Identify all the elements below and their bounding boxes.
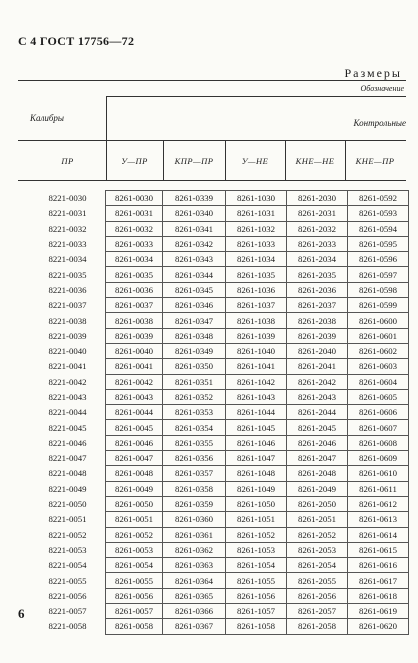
table-row xyxy=(30,221,409,236)
table-cell: 8261-0341 xyxy=(163,221,226,236)
table-cell: 8261-0600 xyxy=(348,313,409,328)
table-cell: 8261-1052 xyxy=(226,527,287,542)
data-table xyxy=(30,190,409,635)
table-cell: 8261-0592 xyxy=(348,191,409,206)
table-cell: 8261-1031 xyxy=(226,206,287,221)
table-cell: 8261-2048 xyxy=(287,466,348,481)
table-cell: 8261-0358 xyxy=(163,481,226,496)
table-cell: 8221-0032 xyxy=(48,223,87,234)
table-cell: 8261-2050 xyxy=(287,496,348,511)
table-cell: 8261-0603 xyxy=(348,359,409,374)
table-cell: 8261-0359 xyxy=(163,496,226,511)
table-cell: 8261-2044 xyxy=(287,405,348,420)
table-cell: 8261-2033 xyxy=(287,236,348,251)
table-cell: 8261-1030 xyxy=(226,191,287,206)
table-cell: 8261-2046 xyxy=(287,435,348,450)
table-cell: 8261-0593 xyxy=(348,206,409,221)
table-row xyxy=(30,619,409,634)
table-cell: 8221-0031 xyxy=(48,208,87,219)
designation-rule xyxy=(106,96,406,97)
table-cell: 8261-2045 xyxy=(287,420,348,435)
table-cell: 8261-0612 xyxy=(348,496,409,511)
table-cell: 8261-2034 xyxy=(287,252,348,267)
table-row xyxy=(30,236,409,251)
table-cell: 8261-0036 xyxy=(106,282,163,297)
table-cell: 8221-0033 xyxy=(48,239,87,250)
top-rule xyxy=(18,80,406,81)
table-cell: 8221-0036 xyxy=(48,284,87,295)
table-cell: 8261-2037 xyxy=(287,298,348,313)
table-cell: 8261-0053 xyxy=(106,542,163,557)
table-row xyxy=(30,604,409,619)
table-cell: 8221-0054 xyxy=(48,560,87,571)
table-cell: 8261-2038 xyxy=(287,313,348,328)
table-cell: 8261-1033 xyxy=(226,236,287,251)
table-cell: 8261-2036 xyxy=(287,282,348,297)
table-cell: 8261-1056 xyxy=(226,588,287,603)
column-header-u-ne: У—НЕ xyxy=(241,156,269,166)
table-cell: 8261-1047 xyxy=(226,451,287,466)
table-cell: 8261-0594 xyxy=(348,221,409,236)
table-cell: 8261-0046 xyxy=(106,435,163,450)
table-cell: 8261-1034 xyxy=(226,252,287,267)
header-divider-1 xyxy=(106,96,107,180)
table-cell: 8221-0035 xyxy=(48,269,87,280)
table-cell: 8261-0363 xyxy=(163,558,226,573)
table-cell: 8261-0599 xyxy=(348,298,409,313)
table-cell: 8261-0364 xyxy=(163,573,226,588)
table-cell: 8261-0051 xyxy=(106,512,163,527)
table-cell: 8261-1051 xyxy=(226,512,287,527)
table-row xyxy=(30,313,409,328)
table-cell: 8261-0349 xyxy=(163,343,226,358)
table-cell: 8261-0614 xyxy=(348,527,409,542)
table-cell: 8261-0031 xyxy=(106,206,163,221)
calibers-label: Калибры xyxy=(30,113,65,123)
table-row xyxy=(30,328,409,343)
table-cell: 8261-0605 xyxy=(348,389,409,404)
table-cell: 8261-0044 xyxy=(106,405,163,420)
table-cell: 8261-1046 xyxy=(226,435,287,450)
table-cell: 8261-0030 xyxy=(106,191,163,206)
table-cell: 8221-0056 xyxy=(48,590,87,601)
table-cell: 8261-1038 xyxy=(226,313,287,328)
table-cell: 8261-0608 xyxy=(348,435,409,450)
table-cell: 8261-2030 xyxy=(287,191,348,206)
table-row xyxy=(30,374,409,389)
table-row xyxy=(30,573,409,588)
table-cell: 8261-0362 xyxy=(163,542,226,557)
table-cell: 8261-2051 xyxy=(287,512,348,527)
table-cell: 8261-2031 xyxy=(287,206,348,221)
section-title: Размеры xyxy=(344,66,402,80)
table-cell: 8261-2054 xyxy=(287,558,348,573)
table-row xyxy=(30,389,409,404)
table-row xyxy=(30,343,409,358)
table-cell: 8221-0058 xyxy=(48,621,87,632)
table-cell: 8261-0356 xyxy=(163,451,226,466)
table-cell: 8261-0595 xyxy=(348,236,409,251)
table-cell: 8261-0354 xyxy=(163,420,226,435)
table-cell: 8261-0339 xyxy=(163,191,226,206)
table-cell: 8261-0366 xyxy=(163,604,226,619)
table-cell: 8261-1054 xyxy=(226,558,287,573)
table-cell: 8261-2047 xyxy=(287,451,348,466)
table-cell: 8261-2055 xyxy=(287,573,348,588)
table-cell: 8261-0034 xyxy=(106,252,163,267)
table-cell: 8221-0041 xyxy=(48,361,87,372)
table-cell: 8221-0055 xyxy=(48,575,87,586)
table-cell: 8261-2039 xyxy=(287,328,348,343)
table-row xyxy=(30,298,409,313)
table-cell: 8261-0346 xyxy=(163,298,226,313)
table-cell: 8221-0051 xyxy=(48,514,87,525)
table-cell: 8261-0350 xyxy=(163,359,226,374)
table-cell: 8261-0602 xyxy=(348,343,409,358)
table-cell: 8261-1040 xyxy=(226,343,287,358)
table-cell: 8261-0619 xyxy=(348,604,409,619)
table-cell: 8261-0037 xyxy=(106,298,163,313)
column-header-kne-pr: КНЕ—ПР xyxy=(355,156,395,166)
table-cell: 8261-2035 xyxy=(287,267,348,282)
table-cell: 8261-0617 xyxy=(348,573,409,588)
table-cell: 8261-0367 xyxy=(163,619,226,634)
table-row xyxy=(30,451,409,466)
table-row xyxy=(30,206,409,221)
table-cell: 8261-1045 xyxy=(226,420,287,435)
column-header-kpr-pr: КПР—ПР xyxy=(174,156,214,166)
table-row xyxy=(30,420,409,435)
table-cell: 8261-0047 xyxy=(106,451,163,466)
table-cell: 8261-1032 xyxy=(226,221,287,236)
table-cell: 8261-2057 xyxy=(287,604,348,619)
table-cell: 8261-0620 xyxy=(348,619,409,634)
table-row xyxy=(30,267,409,282)
table-cell: 8261-0609 xyxy=(348,451,409,466)
table-cell: 8261-0597 xyxy=(348,267,409,282)
table-cell: 8261-0041 xyxy=(106,359,163,374)
table-cell: 8261-0050 xyxy=(106,496,163,511)
table-cell: 8221-0038 xyxy=(48,315,87,326)
table-cell: 8221-0049 xyxy=(48,483,87,494)
table-cell: 8221-0044 xyxy=(48,407,87,418)
table-cell: 8261-1043 xyxy=(226,389,287,404)
control-label: Контрольные xyxy=(353,118,406,128)
table-cell: 8261-0606 xyxy=(348,405,409,420)
table-cell: 8261-0596 xyxy=(348,252,409,267)
table-cell: 8261-0604 xyxy=(348,374,409,389)
table-cell: 8261-2041 xyxy=(287,359,348,374)
table-cell: 8221-0040 xyxy=(48,346,87,357)
table-cell: 8261-2053 xyxy=(287,542,348,557)
table-cell: 8261-0365 xyxy=(163,588,226,603)
table-cell: 8261-0598 xyxy=(348,282,409,297)
table-cell: 8261-0043 xyxy=(106,389,163,404)
table-cell: 8261-0340 xyxy=(163,206,226,221)
table-cell: 8261-2032 xyxy=(287,221,348,236)
column-header-pr: ПР xyxy=(61,156,74,166)
page-number: 6 xyxy=(18,606,25,621)
table-cell: 8261-0351 xyxy=(163,374,226,389)
table-cell: 8261-0616 xyxy=(348,558,409,573)
table-cell: 8221-0048 xyxy=(48,468,87,479)
header-bottom-rule xyxy=(18,180,406,181)
table-cell: 8261-0601 xyxy=(348,328,409,343)
table-cell: 8261-2040 xyxy=(287,343,348,358)
table-cell: 8261-0054 xyxy=(106,558,163,573)
table-cell: 8261-1042 xyxy=(226,374,287,389)
table-cell: 8261-0361 xyxy=(163,527,226,542)
table-row xyxy=(30,191,409,206)
table-row xyxy=(30,466,409,481)
table-cell: 8221-0043 xyxy=(48,392,87,402)
table-cell: 8261-1053 xyxy=(226,542,287,557)
table-cell: 8221-0034 xyxy=(48,254,87,265)
table-row xyxy=(30,512,409,527)
table-cell: 8261-0344 xyxy=(163,267,226,282)
table-cell: 8261-0052 xyxy=(106,527,163,542)
table-cell: 8261-1050 xyxy=(226,496,287,511)
table-cell: 8261-0618 xyxy=(348,588,409,603)
table-cell: 8261-0607 xyxy=(348,420,409,435)
table-cell: 8261-0033 xyxy=(106,236,163,251)
table-cell: 8261-0613 xyxy=(348,512,409,527)
table-cell: 8261-0039 xyxy=(106,328,163,343)
table-cell: 8261-1036 xyxy=(226,282,287,297)
table-row xyxy=(30,481,409,496)
table-row xyxy=(30,542,409,557)
table-cell: 8261-1048 xyxy=(226,466,287,481)
header-mid-rule xyxy=(18,140,406,141)
table-cell: 8261-0352 xyxy=(163,389,226,404)
table-cell: 8261-1037 xyxy=(226,298,287,313)
table-cell: 8221-0042 xyxy=(48,376,87,387)
table-cell: 8261-0045 xyxy=(106,420,163,435)
table-cell: 8261-2056 xyxy=(287,588,348,603)
table-cell: 8261-0038 xyxy=(106,313,163,328)
table-cell: 8261-1055 xyxy=(226,573,287,588)
table-cell: 8221-0050 xyxy=(48,499,87,510)
table-cell: 8261-0611 xyxy=(348,481,409,496)
table-cell: 8261-0048 xyxy=(106,466,163,481)
table-row xyxy=(30,359,409,374)
table-cell: 8261-0040 xyxy=(106,343,163,358)
table-cell: 8261-1058 xyxy=(226,619,287,634)
table-row xyxy=(30,496,409,511)
table-cell: 8221-0057 xyxy=(48,606,87,617)
table-cell: 8261-0049 xyxy=(106,481,163,496)
table-cell: 8261-0042 xyxy=(106,374,163,389)
table-row xyxy=(30,252,409,267)
table-row xyxy=(30,282,409,297)
table-cell: 8261-2043 xyxy=(287,389,348,404)
table-cell: 8261-2052 xyxy=(287,527,348,542)
page-header: С 4 ГОСТ 17756—72 xyxy=(18,34,135,48)
table-row xyxy=(30,435,409,450)
table-cell: 8261-1057 xyxy=(226,604,287,619)
table-cell: 8221-0053 xyxy=(48,544,87,555)
table-row xyxy=(30,527,409,542)
table-cell: 8261-0360 xyxy=(163,512,226,527)
table-cell: 8261-2042 xyxy=(287,374,348,389)
table-cell: 8221-0052 xyxy=(48,529,87,540)
table-cell: 8261-1044 xyxy=(226,405,287,420)
table-cell: 8261-0058 xyxy=(106,619,163,634)
table-cell: 8261-2058 xyxy=(287,619,348,634)
table-cell: 8261-1039 xyxy=(226,328,287,343)
table-cell: 8261-0348 xyxy=(163,328,226,343)
table-cell: 8221-0037 xyxy=(48,300,87,311)
table-cell: 8261-0035 xyxy=(106,267,163,282)
column-header-kne-ne: КНЕ—НЕ xyxy=(295,156,335,166)
table-cell: 8221-0047 xyxy=(48,453,87,464)
table-cell: 8261-0615 xyxy=(348,542,409,557)
table-cell: 8261-0056 xyxy=(106,588,163,603)
table-cell: 8261-0357 xyxy=(163,466,226,481)
column-header-u-pr: У—ПР xyxy=(121,156,148,166)
table-row xyxy=(30,558,409,573)
table-row xyxy=(30,405,409,420)
table-cell: 8221-0045 xyxy=(48,422,87,433)
table-cell: 8221-0039 xyxy=(48,330,87,341)
designation-label: Обозначение xyxy=(360,84,404,93)
table-cell: 8261-0345 xyxy=(163,282,226,297)
table-cell: 8261-0057 xyxy=(106,604,163,619)
table-cell: 8261-1049 xyxy=(226,481,287,496)
table-cell: 8261-1041 xyxy=(226,359,287,374)
table-cell: 8261-0355 xyxy=(163,435,226,450)
table-cell: 8221-0046 xyxy=(48,437,87,448)
table-cell: 8261-0353 xyxy=(163,405,226,420)
table-cell: 8261-0610 xyxy=(348,466,409,481)
table-cell: 8261-0032 xyxy=(106,221,163,236)
table-cell: 8221-0030 xyxy=(48,193,87,204)
table-row xyxy=(30,588,409,603)
table-cell: 8261-0343 xyxy=(163,252,226,267)
table-cell: 8261-0342 xyxy=(163,236,226,251)
table-cell: 8261-1035 xyxy=(226,267,287,282)
table-cell: 8261-0055 xyxy=(106,573,163,588)
table-cell: 8261-2049 xyxy=(287,481,348,496)
table-cell: 8261-0347 xyxy=(163,313,226,328)
